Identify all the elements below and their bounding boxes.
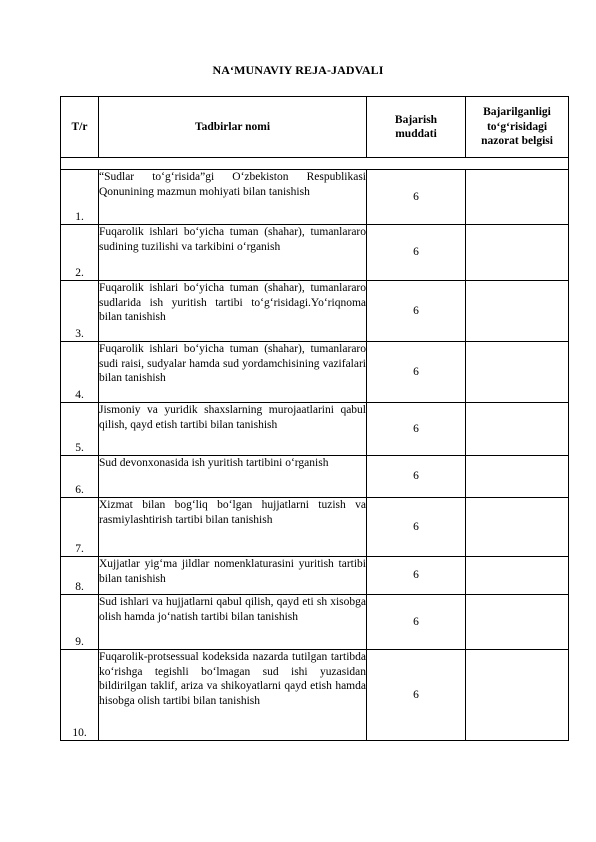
row-term: 6 [367, 342, 466, 403]
row-control-mark [466, 498, 569, 557]
row-term: 6 [367, 595, 466, 650]
row-term: 6 [367, 281, 466, 342]
row-control-mark [466, 456, 569, 498]
row-task-name: “Sudlar to‘g‘risida”gi O‘zbekiston Respublikasi Qonunining mazmun mohiyati bilan tanishish [99, 170, 367, 225]
row-number: 4. [61, 342, 99, 403]
row-control-mark [466, 557, 569, 595]
row-term: 6 [367, 170, 466, 225]
table-row [61, 281, 569, 342]
table-header-row [61, 97, 569, 158]
row-control-mark [466, 170, 569, 225]
page-title: NA‘MUNAVIY REJA-JADVALI [212, 63, 384, 77]
row-task-name: Xujjatlar yig‘ma jildlar nomenklaturasini yuritish tartibi bilan tanishish [99, 557, 367, 595]
table-row [61, 456, 569, 498]
row-task-name: Fuqarolik-protsessual kodeksida nazarda tutilgan tartibda ko‘rishga tegishli bo‘lmagan sud ishi yuzasidan bildirilgan taklif, ariza va shikoyatlarni qayd etish hamda hisobga olish tartibi bilan tanishish [99, 650, 367, 741]
row-number: 2. [61, 225, 99, 281]
table-row [61, 498, 569, 557]
table-row [61, 595, 569, 650]
row-task-name: Fuqarolik ishlari bo‘yicha tuman (shahar), tumanlararo sudlarida ish yuritish tartibi to‘g‘risidagi.Yo‘riqnoma bilan tanishish [99, 281, 367, 342]
row-control-mark [466, 595, 569, 650]
row-number: 3. [61, 281, 99, 342]
row-number: 10. [61, 650, 99, 741]
row-task-name: Fuqarolik ishlari bo‘yicha tuman (shahar), tumanlararo sudi raisi, sudyalar hamda sud yordamchisining vazifalari bilan tanishish [99, 342, 367, 403]
plan-table [60, 96, 569, 741]
table-row [61, 342, 569, 403]
row-term: 6 [367, 498, 466, 557]
row-task-name: Sud devonxonasida ish yuritish tartibini o‘rganish [99, 456, 367, 498]
row-number: 9. [61, 595, 99, 650]
row-number: 8. [61, 557, 99, 595]
row-term: 6 [367, 225, 466, 281]
row-term: 6 [367, 650, 466, 741]
row-number: 1. [61, 170, 99, 225]
row-control-mark [466, 281, 569, 342]
spacer-row [61, 158, 569, 170]
table-row [61, 557, 569, 595]
table-row [61, 170, 569, 225]
row-task-name: Fuqarolik ishlari bo‘yicha tuman (shahar), tumanlararo sudining tuzilishi va tarkibini o‘rganish [99, 225, 367, 281]
table-row [61, 225, 569, 281]
row-control-mark [466, 225, 569, 281]
row-term: 6 [367, 403, 466, 456]
header-num: T/r [61, 97, 99, 158]
row-task-name: Xizmat bilan bog‘liq bo‘lgan hujjatlarni tuzish va rasmiylashtirish tartibi bilan tanishish [99, 498, 367, 557]
row-control-mark [466, 403, 569, 456]
row-number: 6. [61, 456, 99, 498]
row-term: 6 [367, 456, 466, 498]
row-control-mark [466, 650, 569, 741]
row-number: 7. [61, 498, 99, 557]
row-term: 6 [367, 557, 466, 595]
row-control-mark [466, 342, 569, 403]
row-number: 5. [61, 403, 99, 456]
table-row [61, 403, 569, 456]
row-task-name: Sud ishlari va hujjatlarni qabul qilish, qayd eti sh xisobga olish hamda jo‘natish tartibi bilan tanishish [99, 595, 367, 650]
header-term: Bajarish muddati [367, 97, 466, 158]
row-task-name: Jismoniy va yuridik shaxslarning murojaatlarini qabul qilish, qayd etish tartibi bilan tanishish [99, 403, 367, 456]
table-row [61, 650, 569, 741]
header-name: Tadbirlar nomi [99, 97, 367, 158]
header-sign: Bajarilganligi to‘g‘risidagi nazorat belgisi [466, 97, 569, 158]
